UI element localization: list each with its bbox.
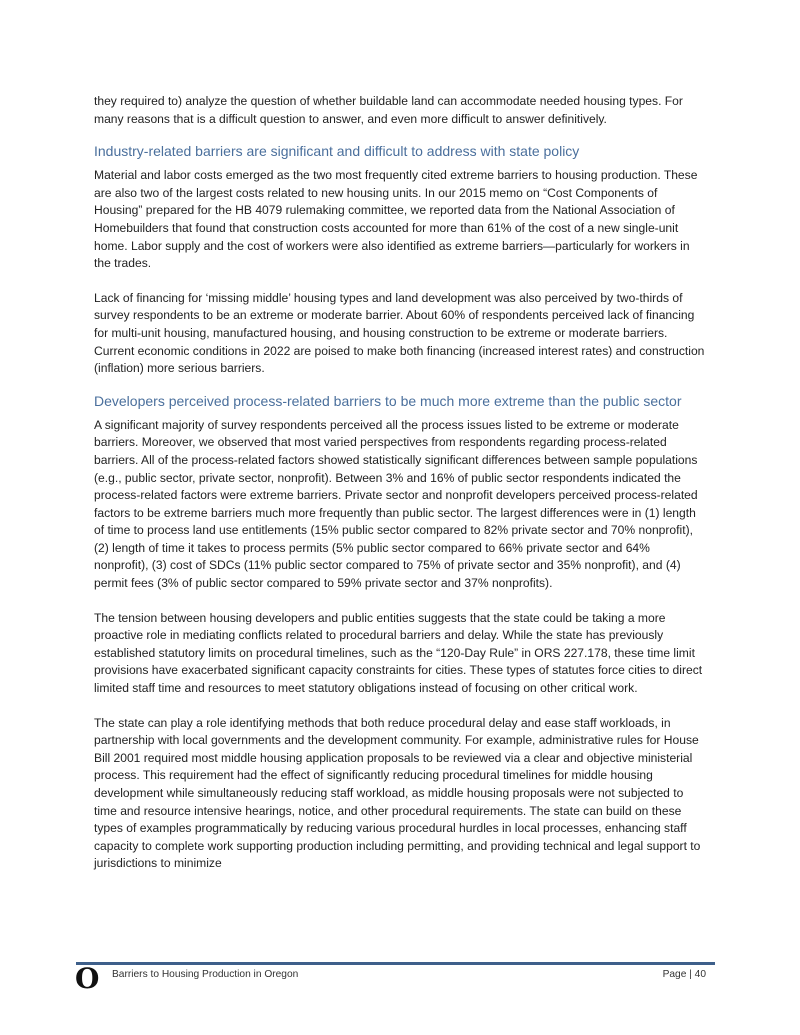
- paragraph-intro: they required to) analyze the question of whether buildable land can accommodate needed housing types. For many reasons that is a difficult question to answer, and even more difficult to answer definitively.: [94, 94, 683, 126]
- footer-document-title: Barriers to Housing Production in Oregon: [112, 969, 299, 980]
- section-heading-industry: Industry-related barriers are significant and difficult to address with state policy: [94, 143, 580, 160]
- university-logo: O: [75, 962, 100, 995]
- paragraph-material-costs: Material and labor costs emerged as the two most frequently cited extreme barriers to housing production. These are also two of the largest costs related to new housing units. In our 2015 memo on “Cost Components of Housing” prepared for the HB 4079 rulemaking committee, we reported data from the National Association of Homebuilders that found that construction costs accounted for more than 61% of the cost of a new single-unit home. Labor supply and the cost of workers were also identified as extreme barriers—particularly for workers in the trades.: [94, 168, 698, 271]
- paragraph-state-role: The state can play a role identifying methods that both reduce procedural delay and ease staff workloads, in partnership with local governments and the development community. For example, administrative rules for House Bill 2001 required most middle housing application proposals to be reviewed via a clear and objective ministerial process. This requirement had the effect of significantly reducing procedural timelines for middle housing development while simultaneously reducing staff workload, as middle housing proposals were not subjected to time and resource intensive hearings, notice, and other procedural requirements. The state can build on these types of examples programmatically by reducing various procedural hurdles in local processes, enhancing staff capacity to complete work supporting production including permitting, and providing technical and legal support to jurisdictions to minimize: [94, 715, 701, 871]
- paragraph-tension: The tension between housing developers and public entities suggests that the state could be taking a more proactive role in mediating conflicts related to procedural barriers and delay. While the state has previously established statutory limits on procedural timelines, such as the “120-Day Rule” in ORS 227.178, these time limit provisions have exacerbated significant capacity constraints for cities. These types of statutes force cities to direct limited staff time and resources to meet statutory obligations instead of focusing on other critical work.: [94, 610, 703, 696]
- paragraph-process-barriers: A significant majority of survey respondents perceived all the process issues listed to be extreme or moderate barriers. Moreover, we observed that most varied perspectives from respondents regarding process-related barriers. All of the process-related factors showed statistically significant differences between sample populations (e.g., public sector, private sector, nonprofit). Between 3% and 16% of public sector respondents indicated the process-related factors were extreme barriers. Private sector and nonprofit developers perceived process-related factors to be extreme barriers much more frequently than public sector. The largest differences were in (1) length of time to process land use entitlements (15% public sector compared to 82% private sector and 70% nonprofit), (2) length of time it takes to process permits (5% public sector compared to 66% private sector and 64% nonprofit), (3) cost of SDCs (11% public sector compared to 75% of private sector and 35% nonprofit), and (4) permit fees (3% of public sector compared to 59% private sector and 37% nonprofits).: [94, 417, 698, 591]
- document-body: [94, 93, 706, 873]
- footer-page-number: Page | 40: [662, 969, 706, 980]
- section-heading-process: Developers perceived process-related barriers to be much more extreme than the public sector: [94, 392, 682, 409]
- paragraph-financing: Lack of financing for ‘missing middle’ housing types and land development was also perceived by two-thirds of survey respondents to be an extreme or moderate barrier. About 60% of respondents perceived lack of financing for multi-unit housing, manufactured housing, and housing construction to be extreme or moderate barriers. Current economic conditions in 2022 are poised to make both financing (increased interest rates) and construction (inflation) more serious barriers.: [94, 290, 705, 376]
- footer-divider: [76, 962, 715, 965]
